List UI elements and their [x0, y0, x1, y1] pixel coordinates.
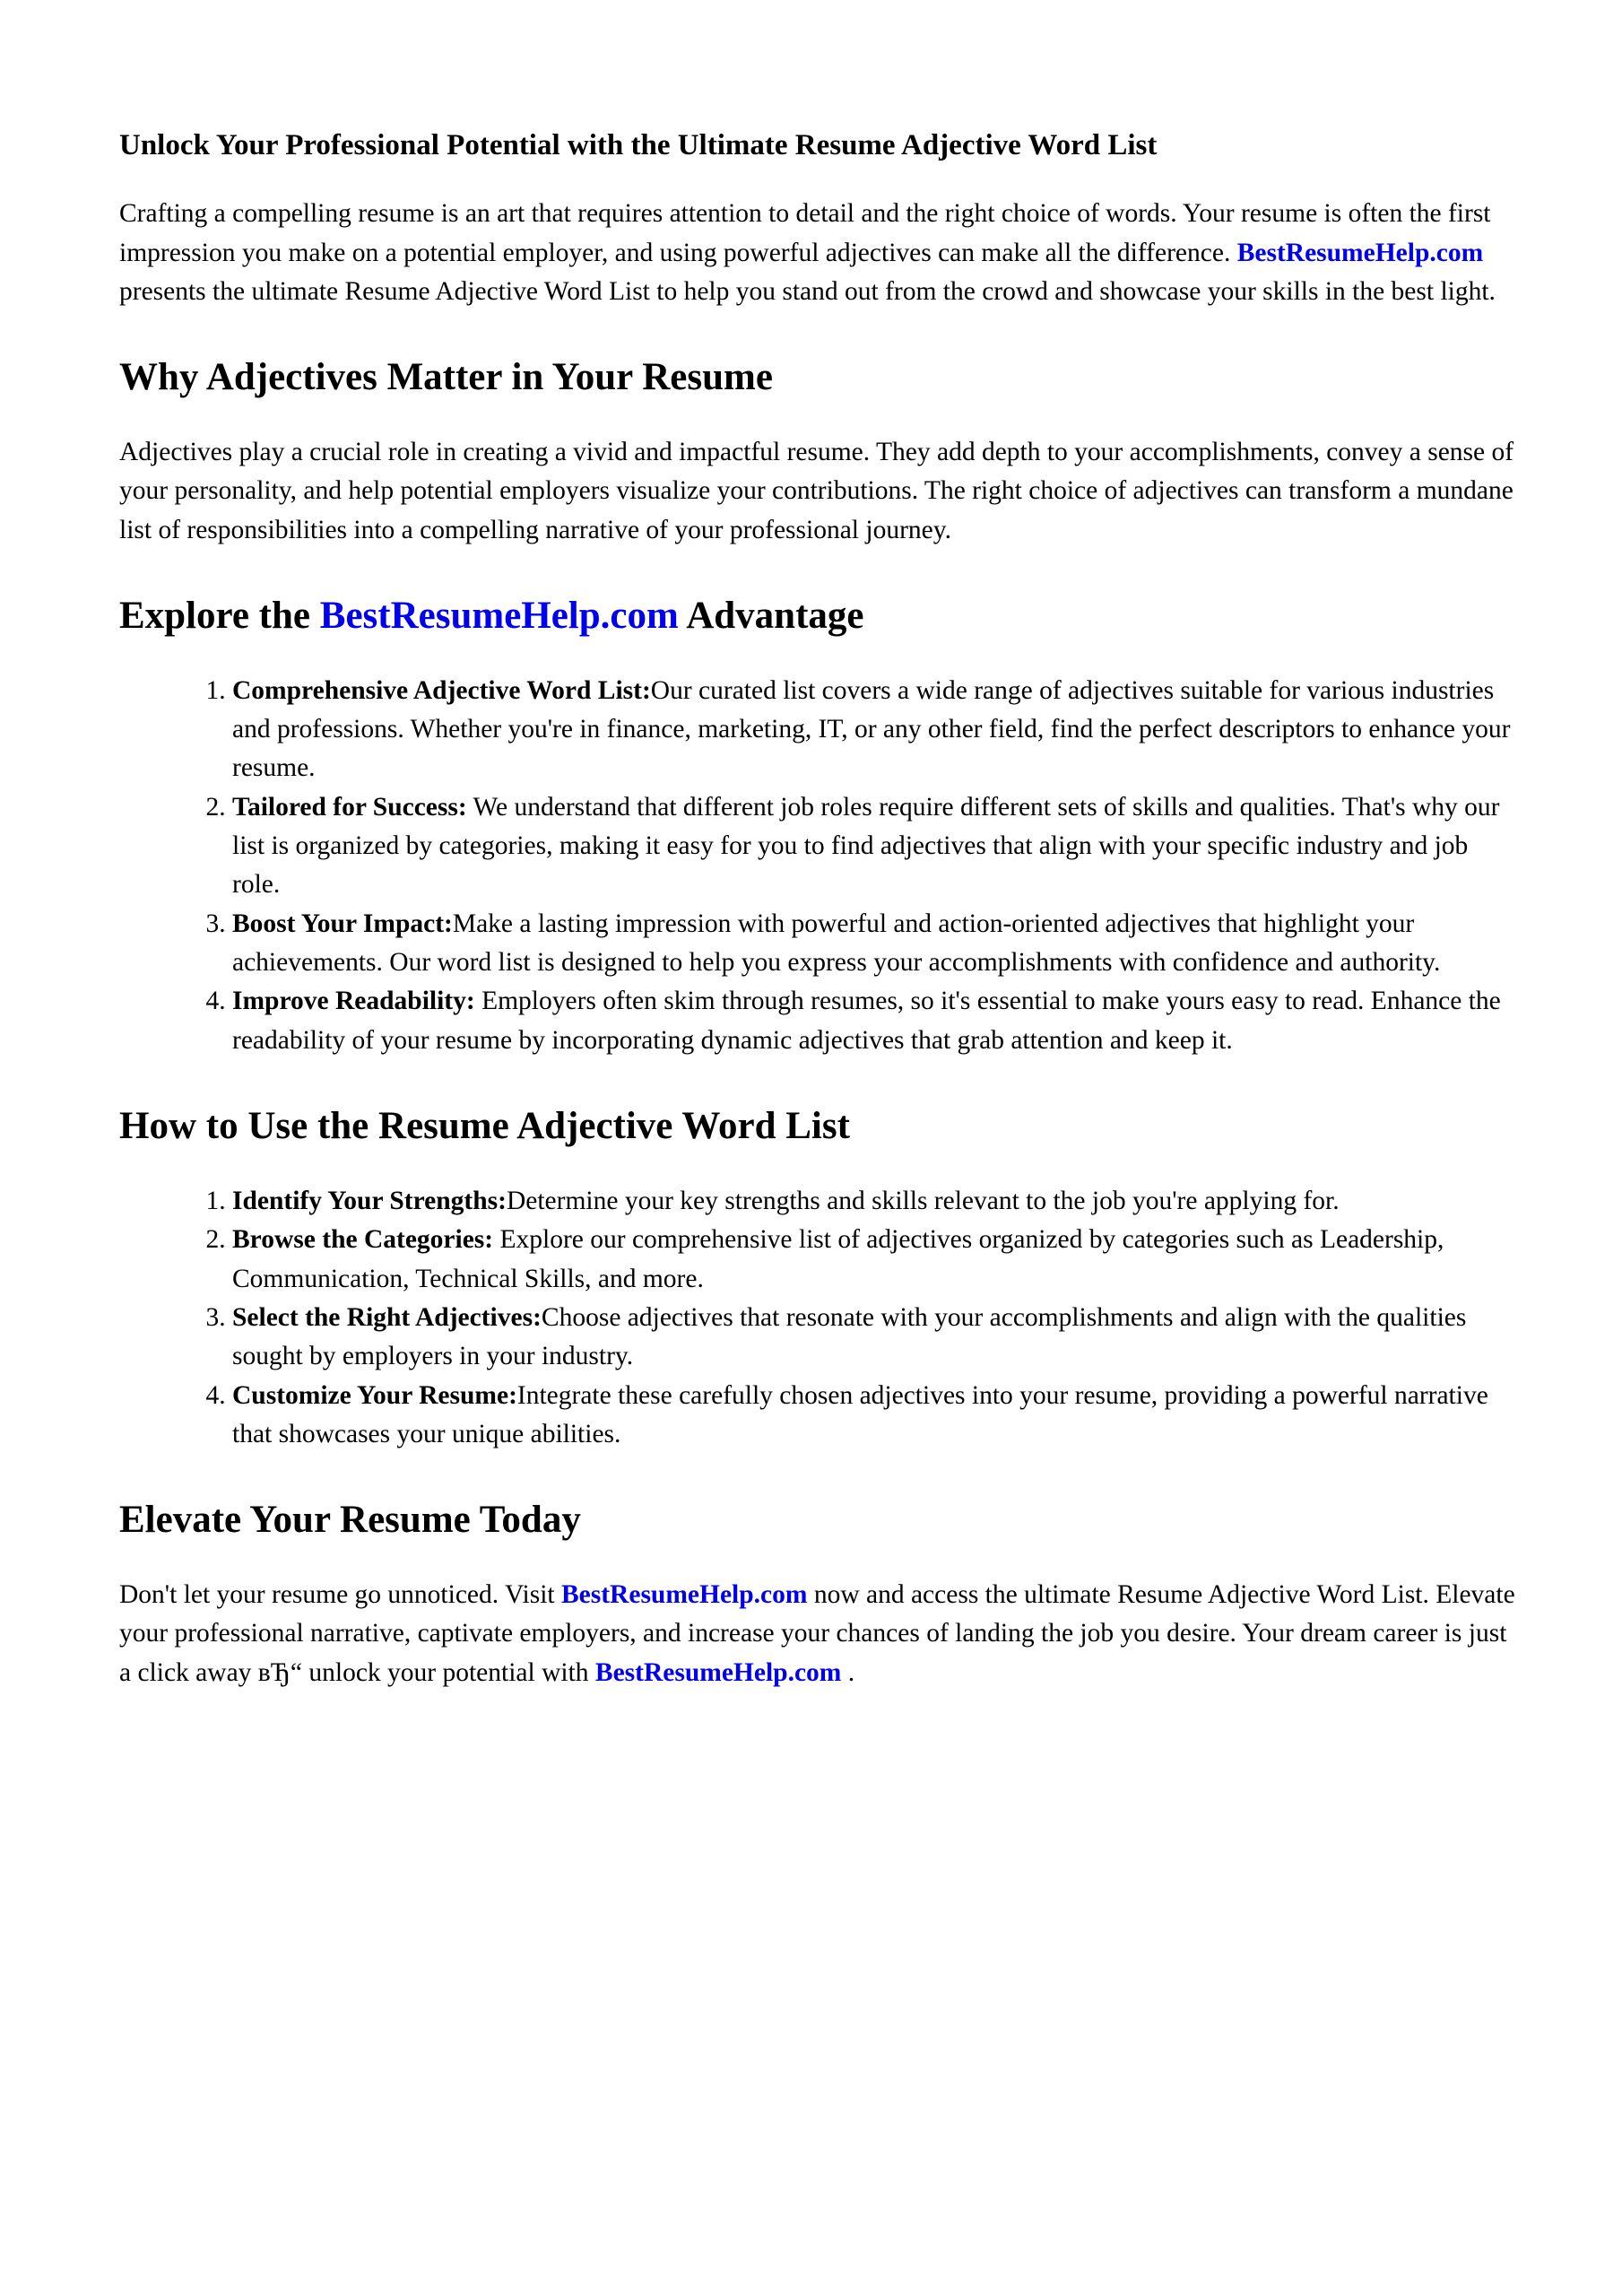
numbered-list — [119, 672, 1519, 1061]
text-run: now and access the ultimate Resume Adjective Word List. Elevate your professional narrative, captivate employers, and increase your chances of landing the job you desire. Your dream career is just a click away вЂ“ unlock your potential with — [119, 1579, 1515, 1687]
text-run: Advantage — [678, 595, 864, 637]
paragraph — [119, 195, 1519, 311]
text-run: . — [841, 1657, 855, 1687]
paragraph — [119, 1576, 1519, 1692]
text-run: Elevate Your Resume Today — [119, 1499, 581, 1542]
text-run: We understand that different job roles require different sets of skills and qualities. That's why our list is organized by categories, making it easy for you to find adjectives that align with your specific industry and job role. — [232, 792, 1500, 900]
list-item — [232, 1377, 1519, 1455]
page-title: Unlock Your Professional Potential with the Ultimate Resume Adjective Word List — [119, 129, 1158, 161]
bestresumehelp-link[interactable]: BestResumeHelp.com — [594, 1657, 842, 1687]
text-run: Crafting a compelling resume is an art that requires attention to detail and the right choice of words. Your resume is often the first impression you make on a potential employer, and using powerful adjectives can make all the difference. — [119, 199, 1491, 267]
section-heading — [119, 354, 1519, 401]
text-run: Determine your key strengths and skills relevant to the job you're applying for. — [506, 1186, 1340, 1215]
list-item — [232, 1299, 1519, 1377]
list-item — [232, 788, 1519, 905]
text-run: Make a lasting impression with powerful and action-oriented adjectives that highlight your achievements. Our word list is designed to help you express your accomplishments with confidence and authority. — [232, 909, 1441, 978]
document-content — [119, 195, 1519, 1692]
bestresumehelp-link[interactable]: BestResumeHelp.com — [1236, 238, 1484, 267]
text-run: presents the ultimate Resume Adjective Word List to help you stand out from the crowd and showcase your skills in the best light. — [119, 276, 1496, 306]
text-run: Explore the — [119, 595, 320, 637]
list-item — [232, 982, 1519, 1060]
text-run: How to Use the Resume Adjective Word List — [119, 1105, 850, 1148]
text-run: Integrate these carefully chosen adjectives into your resume, providing a powerful narrative that showcases your unique abilities. — [232, 1380, 1488, 1448]
list-item — [232, 1182, 1519, 1221]
bold-lead-text: Boost Your Impact: — [232, 909, 453, 938]
text-run: Choose adjectives that resonate with your accomplishments and align with the qualities sought by employers in your industry. — [232, 1302, 1467, 1371]
list-item — [232, 1221, 1519, 1299]
paragraph — [119, 433, 1519, 550]
numbered-list — [119, 1182, 1519, 1455]
bold-lead-text: Improve Readability: — [232, 987, 475, 1016]
section-heading — [119, 1497, 1519, 1544]
text-run: Our curated list covers a wide range of adjectives suitable for various industries and professions. Whether you're in finance, marketing, IT, or any other field, find the perfect descriptors to enhance your resume. — [232, 675, 1511, 783]
text-run: Employers often skim through resumes, so it's essential to make yours easy to read. Enhance the readability of your resume by incorporating dynamic adjectives that grab attention and keep it. — [232, 987, 1501, 1055]
text-run: Explore our comprehensive list of adjectives organized by categories such as Leadership, Communication, Technical Skills, and more. — [232, 1225, 1444, 1293]
bold-lead-text: Tailored for Success: — [232, 792, 467, 822]
bold-lead-text: Identify Your Strengths: — [232, 1186, 507, 1215]
text-run: Adjectives play a crucial role in creating a vivid and impactful resume. They add depth to your accomplishments, convey a sense of your personality, and help potential employers visualize your contributions. The right choice of adjectives can transform a mundane list of responsibilities into a compelling narrative of your professional journey. — [119, 437, 1514, 544]
bold-lead-text: Select the Right Adjectives: — [232, 1302, 542, 1332]
bold-lead-text: Customize Your Resume: — [232, 1380, 517, 1410]
section-heading — [119, 593, 1519, 639]
text-run: Don't let your resume go unnoticed. Visit — [119, 1579, 561, 1609]
text-run: Why Adjectives Matter in Your Resume — [119, 356, 773, 399]
bold-lead-text: Browse the Categories: — [232, 1225, 494, 1255]
list-item — [232, 905, 1519, 983]
bold-lead-text: Comprehensive Adjective Word List: — [232, 675, 651, 705]
bestresumehelp-link[interactable]: BestResumeHelp.com — [319, 595, 679, 637]
list-item — [232, 672, 1519, 788]
section-heading — [119, 1103, 1519, 1150]
bestresumehelp-link[interactable]: BestResumeHelp.com — [560, 1579, 808, 1609]
